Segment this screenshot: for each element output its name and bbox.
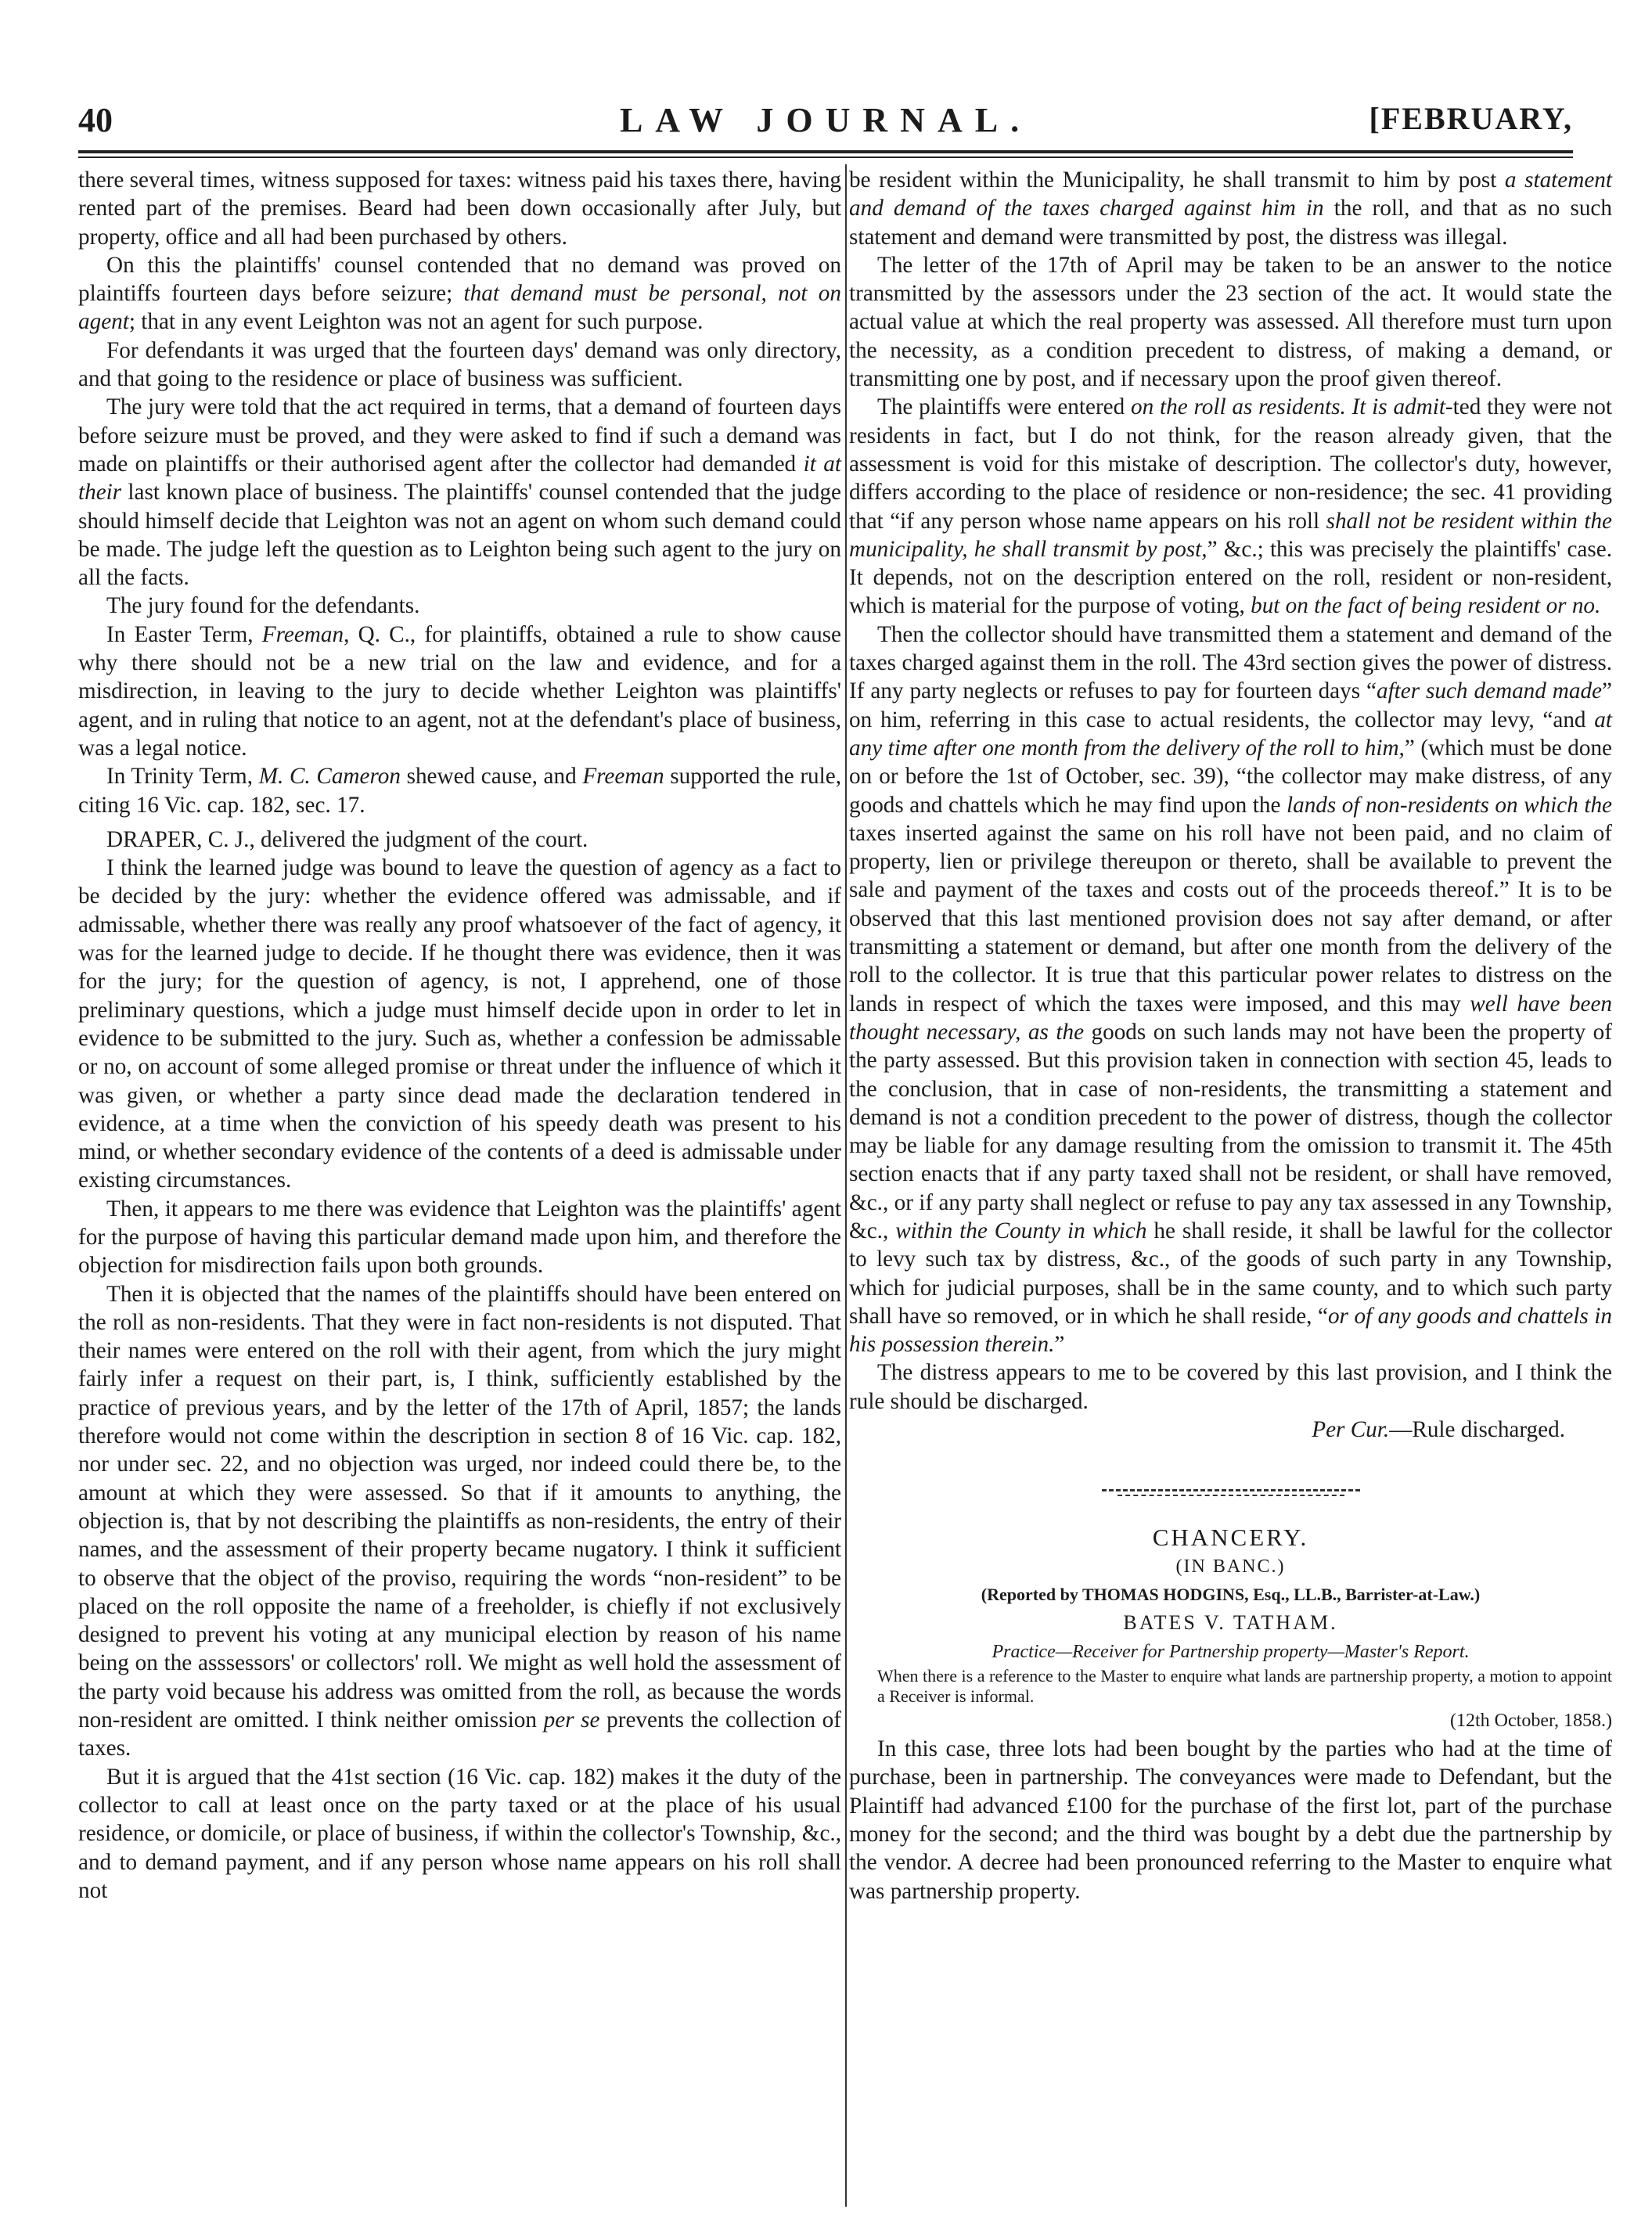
paragraph: Then the collector should have transmitted them a statement and demand of the taxes charged against them in the roll. The 43rd section gives the power of distress. If any party neglects or refuses to pay for fourteen days “after such demand made” on him, referring in this case to actual residents, the collector may levy, “and at any time after one month from the delivery of the roll to him,” (which must be done on or before the 1st of October, sec. 39), “the collector may make distress, of any goods and chattels which he may find upon the lands of non-residents on which the taxes inserted against the same on his roll have not been paid, and no claim of property, lien or privilege thereupon or thereto, shall be available to prevent the sale and payment of the taxes and costs out of the proceeds thereof.” It is to be observed that this last mentioned provision does not say after demand, or after transmitting a statement or demand, but after one month from the delivery of the roll to the collector. It is true that this particular power relates to distress on the lands in respect of which the taxes were imposed, and this may well have been thought necessary, as the goods on such lands may not have been the property of the party assessed. But this provision taken in connection with section 45, leads to the conclusion, that in case of non-residents, the transmitting a statement and demand is not a condition precedent to the power of distress, though the collector may be liable for any damage resulting from the omission to transmit it. The 45th section enacts that if any party taxed shall not be resident, or shall have removed, &c., or if any party shall neglect or refuse to pay any tax assessed in any Township, &c., within the County in which he shall reside, it shall be lawful for the collector to levy such tax by distress, &c., of the goods of such party in any Township, which for judicial purposes, shall be in the same county, and to which such party shall have so removed, or in which he shall reside, “or of any goods and chattels in his possession therein.” xyxy=(849,621,1613,1358)
left-column xyxy=(78,166,841,1905)
paragraph: For defendants it was urged that the fourteen days' demand was only directory, and that going to the residence or place of business was sufficient. xyxy=(78,337,841,392)
page-number: 40 xyxy=(78,101,113,139)
right-column xyxy=(849,166,1612,1905)
paragraph: The letter of the 17th of April may be taken to be an answer to the notice transmitted by the assessors under the 23 section of the act. It would state the actual value at which the real property was assessed. All therefore must turn upon the necessity, as a condition precedent to distress, of making a demand, or transmitting one by post, and if necessary upon the proof given thereof. xyxy=(849,252,1612,392)
paragraph: Then it is objected that the names of the plaintiffs should have been entered on the roll as non-residents. That they were in fact non-residents is not disputed. That their names were entered on the roll with their agent, from which the jury might fairly infer a request on their part, is, I think, sufficiently established by the practice of previous years, and by the letter of the 17th of April, 1857; the lands therefore would not come within the description in section 8 of 16 Vic. cap. 182, nor under sec. 22, and no objection was urged, nor indeed could there be, to the amount at which they were assessed. So that if it amounts to anything, the objection is, that by not describing the plaintiffs as non-residents, the entry of their names, and the assessment of their property became nugatory. I think it sufficient to observe that the object of the proviso, requiring the words “non-resident” to be placed on the roll opposite the name of a freeholder, is chiefly if not exclusively designed to prevent his voting at any municipal election by reason of his name being on the asssessors' or collectors' roll. We might as well hold the assessment of the party void because his address was omitted from the roll, as because the words non-resident are omitted. I think neither omission per se prevents the collection of taxes. xyxy=(78,1281,841,1761)
header-rule-thin xyxy=(78,157,1573,158)
paragraph: The jury found for the defendants. xyxy=(106,593,420,619)
paragraph: In Easter Term, Freeman, Q. C., for plaintiffs, obtained a rule to show cause why there should not be a new trial on the law and evidence, and for a misdirection, in leaving to the jury to decide whether Leighton was plaintiffs' agent, and in ruling that notice to an agent, not at the defendant's place of business, was a legal notice. xyxy=(78,621,841,761)
paragraph: The jury were told that the act required in terms, that a demand of fourteen days before seizure must be proved, and they were asked to find if such a demand was made on plaintiffs or their authorised agent after the collector had demanded it at their last known place of business. The plaintiffs' counsel contended that the judge should himself decide that Leighton was not an agent on whom such demand could be made. The judge left the question as to Leighton being such agent to the jury on all the facts. xyxy=(78,394,842,591)
headnote: When there is a reference to the Master to enquire what lands are partnership property, a motion to appoint a Receiver is informal. xyxy=(877,1665,1612,1706)
paragraph: In this case, three lots had been bought by the parties who had at the time of purchase, been in partnership. The conveyances were made to Defendant, but the Plaintiff had advanced £100 for the purchase of the first lot, part of the purchase money for the second; and the third was bought by a debt due the partnership by the vendor. A decree had been pronounced referring to the Master to enquire what was partnership property. xyxy=(849,1736,1612,1904)
journal-title: LAW JOURNAL. xyxy=(619,101,1032,139)
column-divider xyxy=(845,164,847,2207)
paragraph: The distress appears to me to be covered by this last provision, and I think the rule should be discharged. xyxy=(849,1360,1612,1414)
signoff: Per Cur.—Rule discharged. xyxy=(1312,1417,1565,1443)
paragraph: there several times, witness supposed for taxes: witness paid his taxes there, having rented part of the premises. Beard had been down occasionally after July, but property, office and all had been purchased by others. xyxy=(78,167,841,250)
section-separator xyxy=(1102,1488,1360,1499)
judgment-intro: DRAPER, C. J., delivered the judgment of the court. xyxy=(106,826,588,852)
header-month: [FEBRUARY, xyxy=(1369,101,1573,136)
case-subject: Practice—Receiver for Partnership property—Master's Report. xyxy=(992,1641,1470,1662)
paragraph: The plaintiffs were entered on the roll as residents. It is admit-ted they were not residents in fact, but I do not think, for the reason already given, that the assessment is void for this mistake of description. The collector's duty, however, differs according to the place of residence or non-residence; the sec. 41 providing that “if any person whose name appears on his roll shall not be resident within the municipality, he shall transmit by post,” &c.; this was precisely the plaintiffs' case. It depends, not on the description entered on the roll, resident or non-resident, which is material for the purpose of voting, but on the fact of being resident or no. xyxy=(849,394,1612,619)
paragraph: On this the plaintiffs' counsel contended that no demand was proved on plaintiffs fourteen days before seizure; that demand must be personal, not on agent; that in any event Leighton was not an agent for such purpose. xyxy=(78,252,841,335)
section-title: CHANCERY. xyxy=(1152,1524,1309,1552)
section-subtitle: (IN BANC.) xyxy=(1175,1556,1286,1577)
page-header xyxy=(78,100,1573,147)
paragraph: Then, it appears to me there was evidence that Leighton was the plaintiffs' agent for the purpose of having this particular demand made upon him, and therefore the objection for misdirection fails upon both grounds. xyxy=(78,1196,841,1279)
case-title: BATES V. TATHAM. xyxy=(1123,1611,1338,1635)
paragraph: I think the learned judge was bound to leave the question of agency as a fact to be decided by the jury: whether the evidence offered was admissable, and if admissable, whether there was really any proof whatsoever of the fact of agency, it was for the learned judge to decide. If he thought there was evidence, then it was for the jury; for the question of agency, is not, I apprehend, one of those preliminary questions, which a judge must himself decide upon in order to let in evidence to be submitted to the jury. Such as, whether a confession be admissable or no, on account of some alleged promise or threat under the influence of which it was given, or whether a party since dead made the declaration tendered in evidence, at a time when the conviction of his speedy death was present to his mind, or whether secondary evidence of the contents of a deed is admissable under existing circumstances. xyxy=(78,855,841,1193)
reporter-line: (Reported by THOMAS HODGINS, Esq., LL.B., Barrister-at-Law.) xyxy=(981,1584,1481,1604)
paragraph: be resident within the Municipality, he shall transmit to him by post a statement and demand of the taxes charged against him in the roll, and that as no such statement and demand were transmitted by post, the distress was illegal. xyxy=(849,167,1612,250)
paragraph: But it is argued that the 41st section (16 Vic. cap. 182) makes it the duty of the collector to call at least once on the party taxed or at the place of his usual residence, or domicile, or place of business, if within the collector's Township, &c., and to demand payment, and if any person whose name appears on his roll shall not xyxy=(78,1764,841,1903)
header-rule-thick xyxy=(78,150,1573,153)
case-date: (12th October, 1858.) xyxy=(1450,1710,1612,1731)
paragraph: In Trinity Term, M. C. Cameron shewed cause, and Freeman supported the rule, citing 16 Vic. cap. 182, sec. 17. xyxy=(78,764,841,818)
